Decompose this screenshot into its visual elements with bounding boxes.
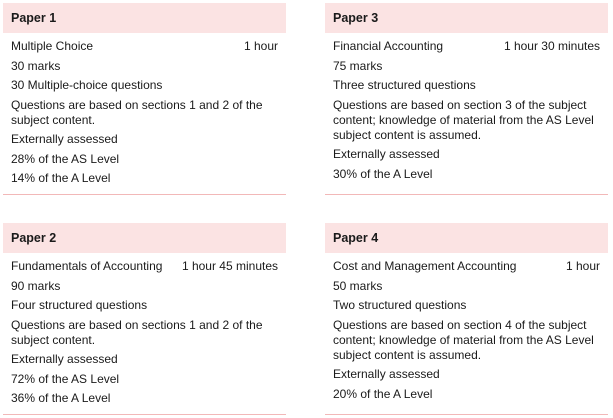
paper-marks: 75 marks bbox=[333, 58, 383, 73]
paper-name: Cost and Management Accounting bbox=[333, 259, 517, 273]
paper-4-card bbox=[325, 223, 608, 415]
paper-marks: 30 marks bbox=[11, 58, 61, 73]
paper-duration: 1 hour 30 minutes bbox=[503, 39, 600, 53]
paper-name-row bbox=[11, 39, 278, 54]
paper-name-row bbox=[333, 39, 600, 54]
paper-a-weight: 20% of the A Level bbox=[333, 386, 433, 401]
paper-format: 30 Multiple-choice questions bbox=[11, 78, 163, 92]
paper-3-card bbox=[325, 3, 608, 195]
paper-duration: 1 hour bbox=[243, 39, 278, 53]
paper-title: Paper 3 bbox=[325, 3, 608, 33]
paper-content: Questions are based on sections 1 and 2 of the subject content. bbox=[11, 97, 263, 127]
paper-duration: 1 hour bbox=[565, 259, 600, 273]
paper-assessment: Externally assessed bbox=[333, 147, 440, 161]
paper-assessment: Externally assessed bbox=[11, 132, 118, 146]
paper-marks: 50 marks bbox=[333, 278, 383, 293]
paper-format: Three structured questions bbox=[333, 78, 476, 92]
paper-name: Fundamentals of Accounting bbox=[11, 259, 163, 273]
paper-format: Four structured questions bbox=[11, 298, 148, 312]
paper-content: Questions are based on section 4 of the subject content; knowledge of material from the AS Level subject content is assumed. bbox=[333, 317, 594, 362]
paper-title: Paper 4 bbox=[325, 223, 608, 253]
paper-as-weight: 72% of the AS Level bbox=[11, 371, 120, 386]
paper-name: Multiple Choice bbox=[11, 39, 94, 53]
paper-format: Two structured questions bbox=[333, 298, 467, 312]
paper-title: Paper 2 bbox=[3, 223, 286, 253]
paper-details bbox=[3, 39, 286, 186]
paper-as-weight: 28% of the AS Level bbox=[11, 151, 120, 166]
paper-name-row bbox=[333, 259, 600, 274]
paper-details bbox=[325, 39, 608, 182]
paper-details bbox=[325, 259, 608, 402]
paper-name-row bbox=[11, 259, 278, 274]
paper-details bbox=[3, 259, 286, 406]
paper-name: Financial Accounting bbox=[333, 39, 444, 53]
paper-assessment: Externally assessed bbox=[11, 352, 118, 366]
paper-content: Questions are based on section 3 of the subject content; knowledge of material from the AS Level subject content is assumed. bbox=[333, 97, 594, 142]
paper-a-weight: 36% of the A Level bbox=[11, 391, 111, 405]
paper-marks: 90 marks bbox=[11, 278, 61, 293]
paper-a-weight: 14% of the A Level bbox=[11, 171, 111, 185]
paper-assessment: Externally assessed bbox=[333, 367, 440, 381]
paper-1-card bbox=[3, 3, 286, 195]
paper-content: Questions are based on sections 1 and 2 of the subject content. bbox=[11, 317, 263, 347]
paper-duration: 1 hour 45 minutes bbox=[181, 259, 278, 273]
paper-title: Paper 1 bbox=[3, 3, 286, 33]
paper-a-weight: 30% of the A Level bbox=[333, 166, 433, 181]
paper-2-card bbox=[3, 223, 286, 415]
